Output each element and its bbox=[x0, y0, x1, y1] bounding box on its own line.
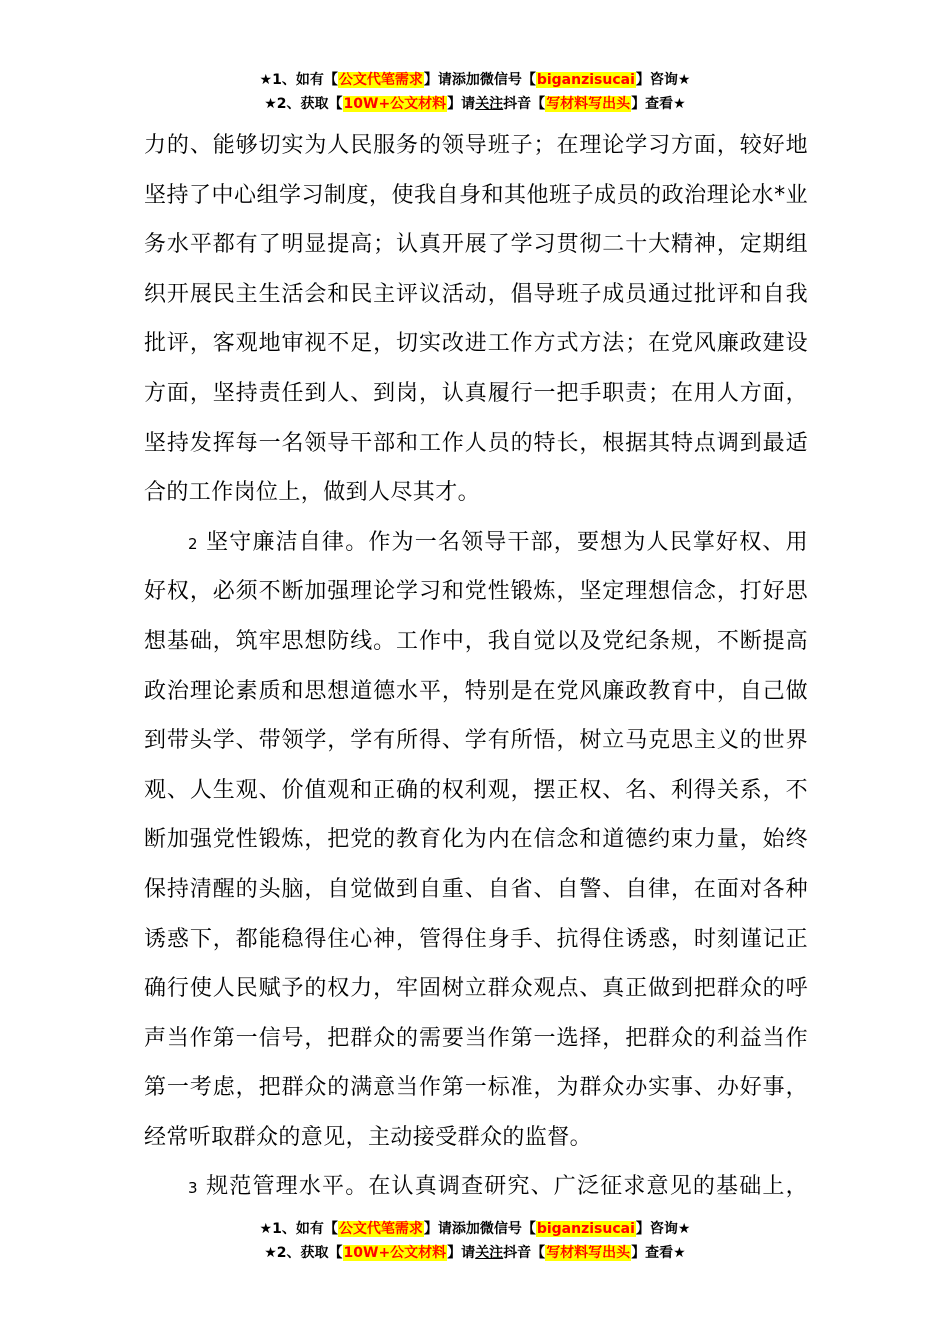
highlight-service: 公文代笔需求 bbox=[338, 1221, 423, 1237]
text-line: 好权，必须不断加强理论学习和党性锻炼，坚定理想信念，打好思 bbox=[144, 579, 808, 605]
banner-text: 关注 bbox=[475, 96, 504, 112]
highlight-service: 公文代笔需求 bbox=[338, 72, 423, 88]
banner-text: 抖音【 bbox=[503, 96, 546, 112]
text-line: 政治理论素质和思想道德水平，特别是在党风廉政教育中，自己做 bbox=[144, 678, 808, 704]
highlight-materials: 10W+公文材料 bbox=[343, 1245, 447, 1261]
banner-text: 】咨询★ bbox=[635, 72, 691, 88]
banner-line-1 bbox=[0, 68, 950, 92]
banner-line-2 bbox=[0, 1241, 950, 1265]
header-banner bbox=[0, 68, 950, 116]
banner-text: 抖音【 bbox=[503, 1245, 546, 1261]
banner-text: 关注 bbox=[475, 1245, 504, 1261]
document-body bbox=[144, 124, 808, 1215]
banner-text: 】请 bbox=[447, 96, 476, 112]
text-line: 力的、能够切实为人民服务的领导班子；在理论学习方面，较好地 bbox=[144, 133, 808, 158]
text-span: 坚守廉洁自律。作为一名领导干部，要想为人民掌好权、用 bbox=[206, 529, 808, 555]
text-line: 织开展民主生活会和民主评议活动，倡导班子成员通过批评和自我 bbox=[144, 281, 808, 307]
text-line: 坚持发挥每一名领导干部和工作人员的特长，根据其特点调到最适 bbox=[144, 430, 808, 456]
text-line: 务水平都有了明显提高；认真开展了学习贯彻二十大精神，定期组 bbox=[144, 232, 808, 258]
paragraph-2-first-line bbox=[144, 521, 808, 571]
text-line: 确行使人民赋予的权力，牢固树立群众观点、真正做到把群众的呼 bbox=[144, 976, 808, 1002]
text-line: 保持清醒的头脑，自觉做到自重、自省、自警、自律，在面对各种 bbox=[144, 876, 808, 902]
banner-text: 】咨询★ bbox=[635, 1221, 691, 1237]
banner-text: 微信号【 bbox=[479, 1221, 536, 1237]
banner-text: 微信号【 bbox=[479, 72, 536, 88]
paragraph-number: 3 bbox=[188, 1179, 198, 1198]
highlight-wechat-id: biganzisucai bbox=[536, 1221, 635, 1237]
paragraph-3-first-line bbox=[144, 1165, 808, 1215]
banner-text: 】查看★ bbox=[631, 1245, 686, 1261]
banner-text: 】请 bbox=[447, 1245, 476, 1261]
banner-text: ★2、获取【 bbox=[264, 96, 343, 112]
banner-text: 】请添 bbox=[423, 1221, 466, 1237]
text-line: 批评，客观地审视不足，切实改进工作方式方法；在党风廉政建设 bbox=[144, 331, 808, 357]
text-line: 到带头学、带领学，学有所得、学有所悟，树立马克思主义的世界 bbox=[144, 728, 808, 754]
text-line: 观、人生观、价值观和正确的权利观，摆正权、名、利得关系，不 bbox=[144, 777, 808, 803]
text-line: 诱惑下，都能稳得住心神，管得住身手、抗得住诱惑，时刻谨记正 bbox=[144, 926, 808, 952]
banner-text: ★2、获取【 bbox=[264, 1245, 343, 1261]
highlight-douyin: 写材料写出头 bbox=[546, 1245, 631, 1261]
text-line: 合的工作岗位上，做到人尽其才。 bbox=[144, 480, 481, 506]
text-line: 声当作第一信号，把群众的需要当作第一选择，把群众的利益当作 bbox=[144, 1025, 808, 1051]
text-line: 经常听取群众的意见，主动接受群众的监督。 bbox=[144, 1124, 593, 1150]
text-line: 方面，坚持责任到人、到岗，认真履行一把手职责；在用人方面， bbox=[144, 380, 808, 406]
banner-text: 】请添 bbox=[423, 72, 466, 88]
banner-text: 】查看★ bbox=[631, 96, 686, 112]
banner-text: ★1、如有【 bbox=[259, 1221, 338, 1237]
text-line: 第一考虑，把群众的满意当作第一标准，为群众办实事、办好事， bbox=[144, 1075, 808, 1101]
highlight-materials: 10W+公文材料 bbox=[343, 96, 447, 112]
highlight-douyin: 写材料写出头 bbox=[546, 96, 631, 112]
banner-text: 加 bbox=[465, 1221, 480, 1237]
text-line: 坚持了中心组学习制度，使我自身和其他班子成员的政治理论水*业 bbox=[144, 182, 808, 208]
footer-banner bbox=[0, 1217, 950, 1265]
text-span: 规范管理水平。在认真调查研究、广泛征求意见的基础上， bbox=[206, 1174, 808, 1200]
text-line: 断加强党性锻炼，把党的教育化为内在信念和道德约束力量，始终 bbox=[144, 827, 808, 853]
banner-line-1 bbox=[0, 1217, 950, 1241]
banner-line-2 bbox=[0, 92, 950, 116]
banner-text: 加 bbox=[465, 72, 480, 88]
text-line: 想基础，筑牢思想防线。工作中，我自觉以及党纪条规，不断提高 bbox=[144, 628, 808, 654]
highlight-wechat-id: biganzisucai bbox=[536, 72, 635, 88]
paragraph-number: 2 bbox=[188, 534, 198, 553]
banner-text: ★1、如有【 bbox=[259, 72, 338, 88]
